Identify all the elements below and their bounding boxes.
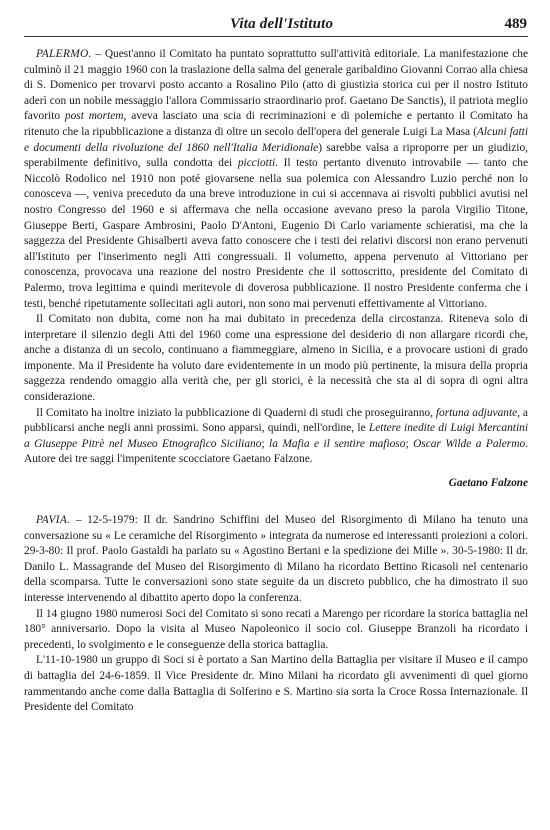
section-palermo (24, 47, 528, 489)
palermo-paragraph-3: Il Comitato ha inoltre iniziato la pubblicazione di Quaderni di studi che proseguiranno, fortuna adjuvante, a pubblicarsi anche negli anni prossimi. Sono apparsi, quindi, nell'ordine, le Lettere inedite di Luigi Mercantini a Giuseppe Pitrè nel Museo Etnografico Siciliano; la Mafia e il sentire mafioso; Oscar Wilde a Palermo. Autore dei tre saggi l'impenitente scocciatore Gaetano Falzone. (24, 406, 528, 466)
section-pavia (24, 513, 528, 716)
pavia-paragraph-1: PAVIA. – 12-5-1979: Il dr. Sandrino Schiffini del Museo del Risorgimento di Milano ha tenuto una conversazione su « Le ceramiche del Risorgimento » integrata da numerose ed interessanti proiezioni a colori. 29-3-80: Il prof. Paolo Gastaldi ha parlato su « Agostino Bertani e la spedizione dei Mille ». 30-5-1980: Il dr. Danilo L. Massagrande del Museo del Risorgimento di Milano ha ricordato Bettino Ricasoli nel centenario della scomparsa. Tutte le conversazioni sono state seguite da un discreto pubblico, che ha dimostrato il suo interesse intervenendo al dibattito aperto dopo la conferenza. (24, 514, 528, 604)
pavia-paragraph-2: Il 14 giugno 1980 numerosi Soci del Comitato si sono recati a Marengo per ricordare la storica battaglia nel 180° anniversario. Dopo la visita al Museo Napoleonico il socio col. Giuseppe Branzoli ha ricordato i precedenti, lo svolgimento e le conseguenze della storica battaglia. (24, 607, 528, 651)
author-signature: Gaetano Falzone (448, 477, 528, 490)
running-header (24, 8, 528, 37)
palermo-paragraph-1: PALERMO. – Quest'anno il Comitato ha puntato soprattutto sull'attività editoriale. La manifestazione che culminò il 21 maggio 1960 con la traslazione della salma del generale garibaldino Giovanni Corrao alla chiesa di S. Domenico per trovarvi posto accanto a Rosalino Pilo (atto di giustizia storica cui per il nostro Istituto aderì con un nobile messaggio l'allora Commissario straordinario prof. Gaetano De Sanctis), il patriota meglio favorito post mortem, aveva lasciato una scia di recriminazioni e di polemiche e pertanto il Comitato ha ritenuto che la ripubblicazione a distanza di oltre un secolo dell'opera del generale Luigi La Masa (Alcuni fatti e documenti della rivoluzione del 1860 nell'Italia Meridionale) sarebbe valsa a riproporre per un giudizio, sperabilmente definitivo, sulla condotta dei picciotti. Il testo pertanto divenuto introvabile — tanto che Niccolò Rodolico nel 1910 non poté giovarsene nella sua polemica con Alessandro Luzio perché non lo conosceva —, veniva preceduto da una breve introduzione in cui si accennava ai risvolti pubblici avutisi nel nostro Congresso del 1960 e si affermava che nella occasione avevano preso la parola Virgilio Titone, Giuseppe Berti, Gaspare Ambrosini, Paolo D'Antoni, Eugenio Di Carlo variamente schieratisi, ma che la saggezza del Presidente Ghisalberti aveva fatto conoscere che i testi dei relativi discorsi non erano pervenuti all'Istituto per l'inserimento negli Atti congressuali. Il volumetto, appena pervenuto al Vittoriano per conoscenza, provocava una reazione del nostro Presidente che il sottoscritto, presidente del Comitato di Palermo, trova legittima e quindi meritevole di doverosa pubblicazione. Il nostro Presidente conferma che i testi, benché ripetutamente sollecitati agli autori, non sono mai pervenuti effettivamente al Vittoriano. (24, 48, 528, 310)
palermo-paragraph-2: Il Comitato non dubita, come non ha mai dubitato in precedenza della circostanza. Riteneva solo di interpretare il silenzio degli Atti del 1960 come una espressione del desiderio di non allargare ricordi che, anche a distanza di un secolo, continuano a fiammeggiare, almeno in Sicilia, e a provocare ustioni di grado imponente. Ma il Presidente ha voluto dare evidentemente in un modo più pertinente, la misura della propria saggezza rendendo omaggio alla verità che, per gli storici, è la necessità che sta al di sopra di ogni altra considerazione. (24, 313, 528, 404)
pavia-place-name: PAVIA. (36, 514, 71, 527)
pavia-paragraph-3: L'11-10-1980 un gruppo di Soci si è portato a San Martino della Battaglia per visitare il Museo e il campo di battaglia del 24-6-1859. Il Vice Presidente dr. Mino Milani ha ricordato gli avvenimenti di quel giorno rammentando anche come dalla Battaglia di Solferino e S. Martino sia sorta la Croce Rossa Internazionale. Il Presidente del Comitato (24, 654, 528, 714)
page-number: 489 (504, 16, 527, 32)
journal-page (24, 8, 528, 716)
running-title: Vita dell'Istituto (230, 16, 334, 32)
palermo-place-name: PALERMO. (36, 48, 92, 60)
